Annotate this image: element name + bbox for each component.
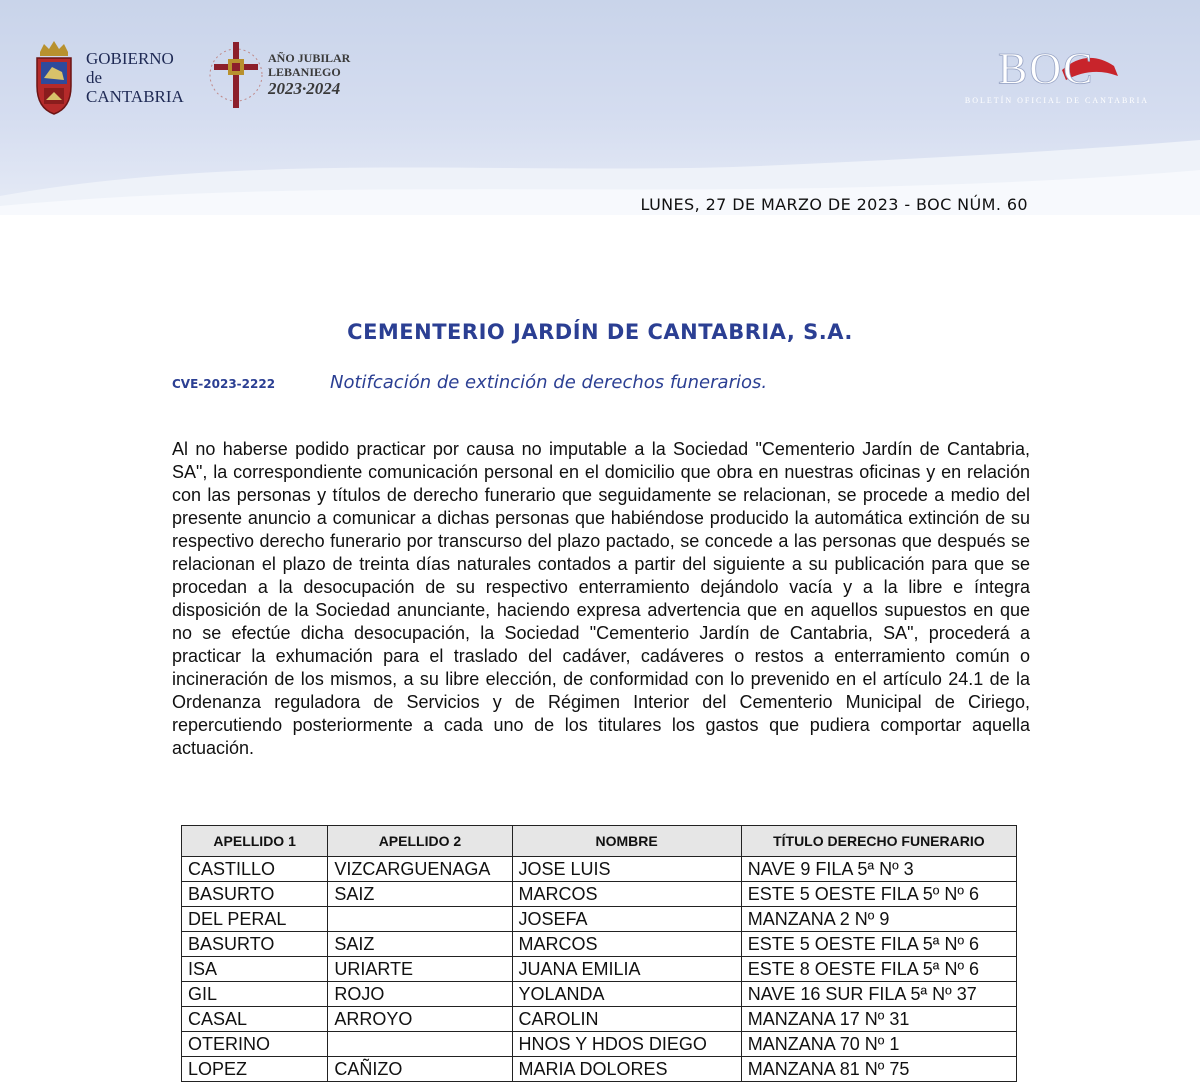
cve-code: CVE-2023-2222 — [172, 377, 276, 391]
ano-jubilar-logo — [206, 38, 350, 112]
cell-apellido-1: GIL — [182, 982, 328, 1007]
boc-logo — [946, 40, 1168, 105]
issue-date-line: LUNES, 27 DE MARZO DE 2023 - BOC NÚM. 60 — [640, 195, 1028, 214]
cell-titulo: ESTE 8 OESTE FILA 5ª Nº 6 — [741, 957, 1016, 982]
table-row — [182, 1057, 1017, 1082]
jubilee-years: 2023·2024 — [268, 79, 341, 98]
boc-mark-icon — [992, 40, 1122, 90]
cell-nombre: CAROLIN — [512, 1007, 741, 1032]
cell-titulo: ESTE 5 OESTE FILA 5ª Nº 6 — [741, 932, 1016, 957]
gobierno-cantabria-logo — [32, 38, 184, 116]
cell-apellido-2: ROJO — [328, 982, 512, 1007]
cell-apellido-1: LOPEZ — [182, 1057, 328, 1082]
cell-titulo: MANZANA 70 Nº 1 — [741, 1032, 1016, 1057]
cell-apellido-1: OTERINO — [182, 1032, 328, 1057]
jubilee-line-2: LEBANIEGO — [268, 65, 341, 79]
cell-titulo: MANZANA 17 Nº 31 — [741, 1007, 1016, 1032]
cell-apellido-2 — [328, 1032, 512, 1057]
header-apellido-2: APELLIDO 2 — [328, 826, 512, 857]
table-row — [182, 1032, 1017, 1057]
funeral-rights-table — [181, 825, 1017, 1082]
jubilee-line-1: AÑO JUBILAR — [268, 51, 351, 65]
jubilee-cross-icon — [206, 38, 266, 112]
cell-titulo: NAVE 16 SUR FILA 5ª Nº 37 — [741, 982, 1016, 1007]
gobierno-line-3: CANTABRIA — [86, 86, 184, 106]
header-apellido-1: APELLIDO 1 — [182, 826, 328, 857]
cell-apellido-1: BASURTO — [182, 932, 328, 957]
cell-apellido-2: CAÑIZO — [328, 1057, 512, 1082]
cell-apellido-1: BASURTO — [182, 882, 328, 907]
header-titulo-derecho: TÍTULO DERECHO FUNERARIO — [741, 826, 1016, 857]
announcement-body: Al no haberse podido practicar por causa no imputable a la Sociedad "Cementerio Jardín de Cantabria, SA", la correspondiente comunicación personal en el domicilio que obra en nuestras oficinas y en relación con las personas y títulos de derecho funerario que seguidamente se relacionan, se procede a medio del presente anuncio a comunicar a dichas personas que habiéndose producido la automática extinción de su respectivo derecho funerario por transcurso del plazo pactado, se concede a las personas que después se relacionan el plazo de treinta días naturales contados a partir del siguiente a su publicación para que se procedan a la desocupación de su respectivo enterramiento dejándolo vacía y a la libre e íntegra disposición de la Sociedad anunciante, haciendo expresa advertencia que en aquellos supuestos en que no se efectúe dicha desocupación, la Sociedad "Cementerio Jardín de Cantabria, SA", procederá a practicar la exhumación para el traslado del cadáver, cadáveres o restos a enterramiento común o incineración de los mismos, a su libre elección, de conformidad con lo prevenido en el artículo 24.1 de la Ordenanza reguladora de Servicios y de Régimen Interior del Cementerio Municipal de Ciriego, repercutiendo posteriormente a cada uno de los titulares los gastos que pudiera comportar aquella actuación. — [172, 439, 1030, 758]
gobierno-wordmark — [86, 49, 184, 106]
cell-nombre: YOLANDA — [512, 982, 741, 1007]
cell-apellido-2 — [328, 907, 512, 932]
cell-apellido-2: VIZCARGUENAGA — [328, 857, 512, 882]
cell-apellido-2: ARROYO — [328, 1007, 512, 1032]
header-banner — [0, 0, 1200, 215]
gobierno-line-1: GOBIERNO — [86, 48, 174, 68]
cell-apellido-1: CASAL — [182, 1007, 328, 1032]
table-row — [182, 882, 1017, 907]
jubilee-wordmark — [268, 51, 350, 99]
cell-nombre: MARIA DOLORES — [512, 1057, 741, 1082]
cell-titulo: MANZANA 2 Nº 9 — [741, 907, 1016, 932]
boc-subtitle: BOLETÍN OFICIAL DE CANTABRIA — [964, 96, 1150, 105]
cell-nombre: JUANA EMILIA — [512, 957, 741, 982]
cell-apellido-2: SAIZ — [328, 932, 512, 957]
cell-apellido-1: DEL PERAL — [182, 907, 328, 932]
cell-titulo: ESTE 5 OESTE FILA 5º Nº 6 — [741, 882, 1016, 907]
coat-of-arms-icon — [32, 38, 76, 116]
cell-nombre: MARCOS — [512, 932, 741, 957]
cell-nombre: JOSE LUIS — [512, 857, 741, 882]
header-nombre: NOMBRE — [512, 826, 741, 857]
table-row — [182, 907, 1017, 932]
table-row — [182, 1007, 1017, 1032]
gobierno-line-2: de — [86, 67, 103, 87]
boc-logo-text: BOC — [998, 44, 1095, 90]
cell-apellido-1: ISA — [182, 957, 328, 982]
table-row — [182, 982, 1017, 1007]
organization-title: CEMENTERIO JARDÍN DE CANTABRIA, S.A. — [347, 320, 853, 344]
cell-nombre: MARCOS — [512, 882, 741, 907]
cell-titulo: NAVE 9 FILA 5ª Nº 3 — [741, 857, 1016, 882]
table-row — [182, 957, 1017, 982]
cell-titulo: MANZANA 81 Nº 75 — [741, 1057, 1016, 1082]
table-header-row — [182, 826, 1017, 857]
cell-nombre: HNOS Y HDOS DIEGO — [512, 1032, 741, 1057]
cell-nombre: JOSEFA — [512, 907, 741, 932]
table-row — [182, 857, 1017, 882]
cell-apellido-2: SAIZ — [328, 882, 512, 907]
announcement-subject: Notifcación de extinción de derechos funerarios. — [330, 372, 768, 393]
cell-apellido-1: CASTILLO — [182, 857, 328, 882]
cell-apellido-2: URIARTE — [328, 957, 512, 982]
table-row — [182, 932, 1017, 957]
